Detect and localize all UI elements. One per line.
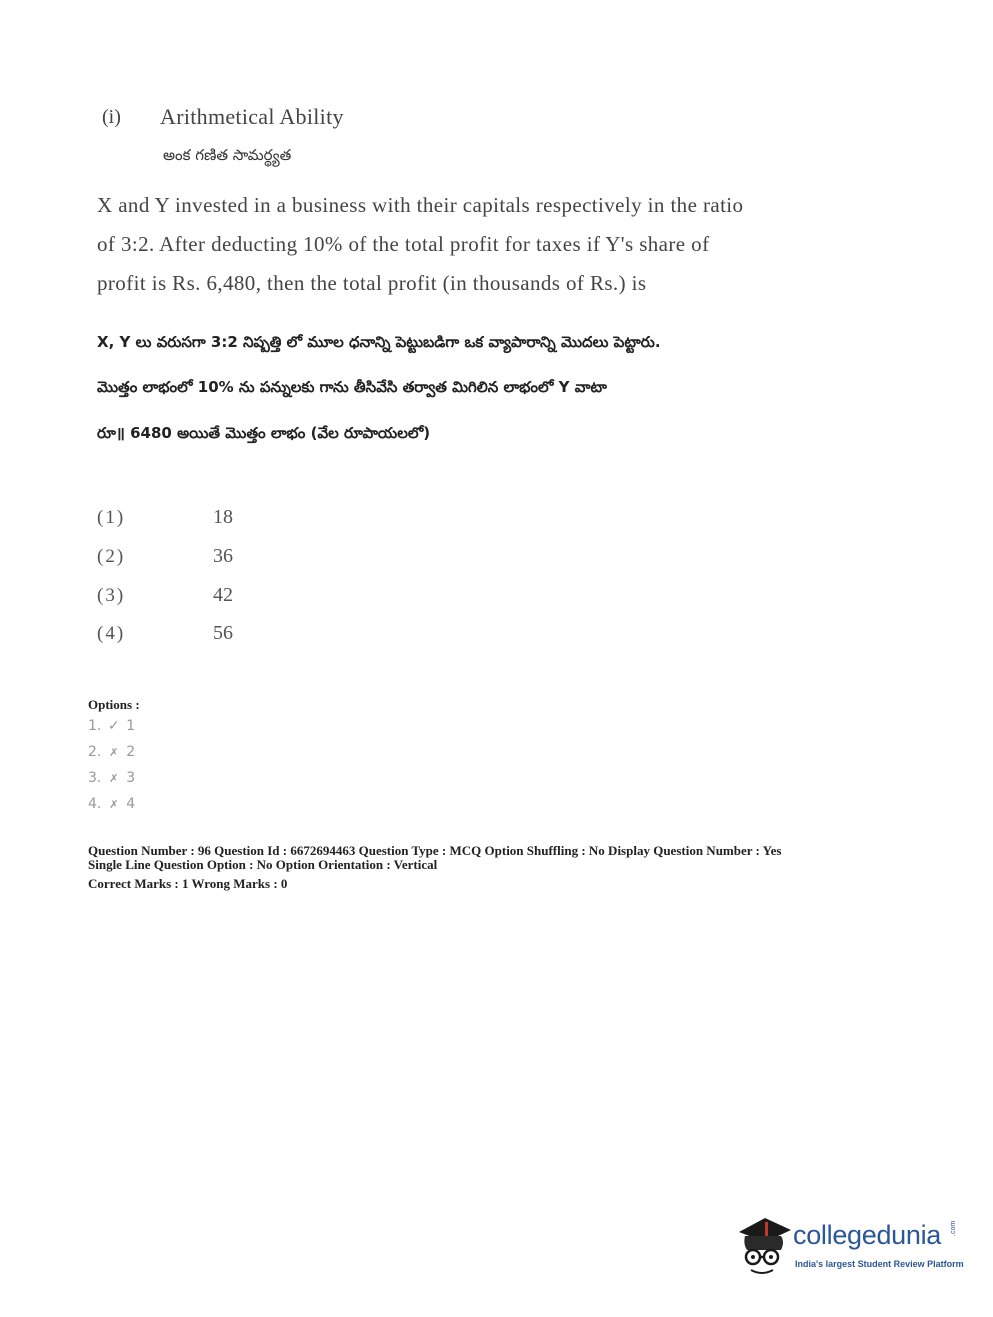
option-row [88, 796, 135, 812]
choice-number: (2) [97, 546, 126, 567]
check-icon: ✓ [107, 718, 120, 734]
choice-value: 36 [213, 545, 233, 567]
brand-tagline: India's largest Student Review Platform [795, 1259, 964, 1269]
choice-value: 56 [213, 622, 233, 644]
option-row [88, 744, 135, 760]
option-index: 4. [88, 796, 102, 812]
option-index: 1. [88, 718, 102, 734]
brand-suffix: .com [950, 1220, 957, 1236]
cross-icon: ✗ [109, 746, 119, 759]
question-english-line: profit is Rs. 6,480, then the total profit (in thousands of Rs.) is [97, 271, 647, 295]
section-title-telugu: అంక గణిత సామర్థ్యత [163, 146, 292, 164]
cross-icon: ✗ [109, 772, 119, 785]
choice-number: (3) [97, 585, 126, 606]
section-title: Arithmetical Ability [160, 104, 344, 129]
brand-name: collegedunia [793, 1220, 942, 1250]
cross-icon: ✗ [109, 798, 119, 811]
question-telugu-line: X, Y లు వరుసగా 3:2 నిష్పత్తి లో మూల ధనాన్ని పెట్టుబడిగా ఒక వ్యాపారాన్ని మొదలు పెట్టారు. [97, 333, 661, 351]
choice-value: 42 [213, 584, 233, 606]
mascot-icon [735, 1210, 795, 1282]
choice-number: (1) [97, 507, 126, 528]
question-meta-line: Question Number : 96 Question Id : 6672694463 Question Type : MCQ Option Shuffling : No Display Question Number : Yes [88, 843, 782, 858]
question-english-line: X and Y invested in a business with their capitals respectively in the ratio [97, 193, 744, 217]
question-telugu-line: మొత్తం లాభంలో 10% ను పన్నులకు గాను తీసివేసి తర్వాత మిగిలిన లాభంలో Y వాటా [97, 378, 607, 396]
option-index: 2. [88, 744, 102, 760]
question-meta-line: Correct Marks : 1 Wrong Marks : 0 [88, 876, 288, 891]
option-value: 4 [126, 796, 136, 812]
question-telugu-line: రూ॥ 6480 అయితే మొత్తం లాభం (వేల రూపాయలలో) [97, 424, 431, 442]
section-number: (i) [102, 106, 121, 128]
option-value: 1 [126, 718, 136, 734]
option-row [88, 770, 135, 786]
choice-number: (4) [97, 623, 126, 644]
option-row [88, 718, 135, 734]
option-value: 3 [126, 770, 136, 786]
question-meta-line: Single Line Question Option : No Option Orientation : Vertical [88, 857, 438, 872]
options-heading: Options : [88, 697, 140, 712]
question-english-line: of 3:2. After deducting 10% of the total profit for taxes if Y's share of [97, 232, 710, 256]
choice-value: 18 [213, 506, 233, 528]
option-index: 3. [88, 770, 102, 786]
option-value: 2 [126, 744, 136, 760]
